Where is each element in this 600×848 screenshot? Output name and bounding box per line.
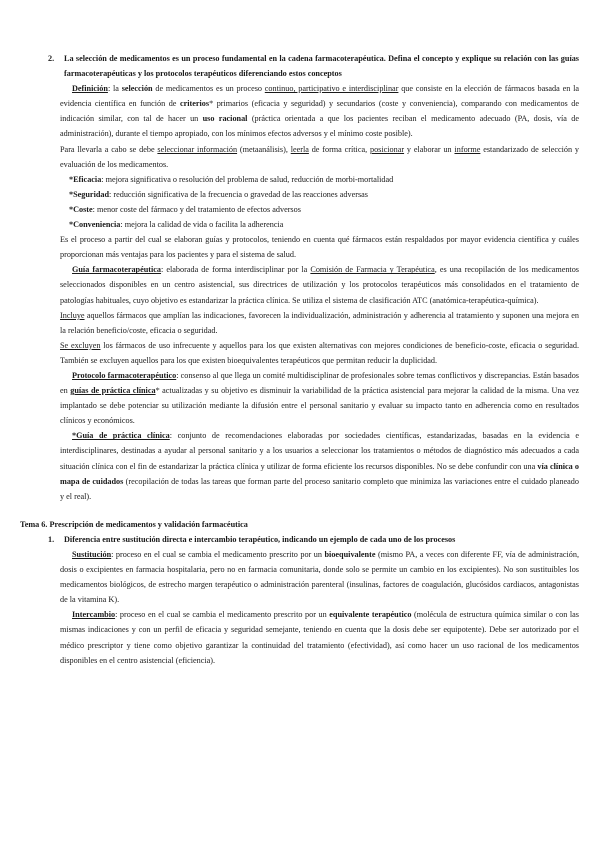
- question-1-heading: [48, 532, 579, 547]
- question-2-heading: [48, 51, 579, 81]
- excludes-paragraph: Se excluyen los fármacos de uso infrecuente y aquellos para los que existen alternativas con mejores condiciones de beneficio-coste, eficacia o seguridad. También se excluyen aquellos para los que existen bioequivalentes terapéuticos que permitan reducir la duplicidad.: [60, 340, 579, 365]
- procedure-paragraph: Para llevarla a cabo se debe seleccionar información (metaanálisis), leerla de forma crítica, posicionar y elaborar un informe estandarizado de selección y evaluación de los medicamentos.: [60, 144, 579, 169]
- document-content: [20, 51, 580, 668]
- process-paragraph: Es el proceso a partir del cual se elaboran guías y protocolos, teniendo en cuenta qué fármacos están respaldados por mayor evidencia científica y cuáles proporcionan más ventajas para los pacientes y para el sistema de salud.: [60, 235, 579, 260]
- criterion-item: *Conveniencia: mejora la calidad de vida o facilita la adherencia: [69, 220, 284, 230]
- definition-term: Definición: [72, 84, 108, 94]
- question-2-body: [48, 81, 579, 504]
- guide-term: Guía farmacoterapéutica: [72, 265, 162, 275]
- substitution-paragraph: Sustitución: proceso en el cual se cambia el medicamento prescrito por un bioequivalente (mismo PA, a veces con diferente FF, vía de administración, dosis o excipientes en farmacia hospitalaria, pero no en farmacia comunitaria, donde solo se permite un cambio en los excipientes). No son sustituibles los medicamentos biológicos, de estrecho margen terapéutico o administración parenteral (insulinas, factores de coagulación, glucósidos cardiacos, antagonistas de la vitamina K).: [60, 550, 579, 605]
- definition-paragraph: Definición: la selección de medicamentos es un proceso continuo, participativo e interdisciplinar que consiste en la elección de fármacos basada en la evidencia científica en función de criterios* primarios (eficacia y seguridad) y secundarios (coste y conveniencia), comparando con medicamentos de indicación similar, con tal de hacer un uso racional (práctica orientada a que los pacientes reciban el medicamento adecuado (PA, dosis, vía de administración), durante el tiempo apropiado, con los mínimos efectos adversos y el mínimo coste posible).: [60, 84, 580, 139]
- question-1-body: [48, 547, 579, 668]
- exchange-term: Intercambio: [72, 610, 116, 620]
- clinical-guide-paragraph: *Guía de práctica clínica: conjunto de recomendaciones elaboradas por sociedades científicas, estandarizadas, basadas en la evidencia e interdisciplinares, destinadas a ayudar al personal sanitario y a los usuarios a seleccionar los tratamientos o métodos de diagnóstico más adecuados a cada situación clínica con el fin de estandarizar la práctica clínica y utilizar de forma eficiente los recursos disponibles. No se debe confundir con una vía clínica o mapa de cuidados (recopilación de todas las tareas que forman parte del proceso sanitario completo que minimiza las variaciones entre el cuidado planeado y el real).: [60, 431, 580, 501]
- criterion-item: *Coste: menor coste del fármaco y del tratamiento de efectos adversos: [69, 204, 301, 214]
- protocol-paragraph: Protocolo farmacoterapéutico: consenso al que llega un comité multidisciplinar de profesionales sobre temas conflictivos y discrepancias. Están basados en guías de práctica clínica* actualizadas y su objetivo es disminuir la variabilidad de la práctica asistencial para mejorar la calidad de la misma. Una vez implantado se debe potenciar su utilización mediante la difusión entre el personal sanitario y evaluar su impacto tanto en adherencia como en resultados clínicos y económicos.: [60, 370, 580, 426]
- guide-paragraph: Guía farmacoterapéutica: elaborada de forma interdisciplinar por la Comisión de Farmacia y Terapéutica, es una recopilación de los medicamentos seleccionados disponibles en un centro asistencial, sus directrices de utilización y los protocolos terapéuticos más consolidados en el tratamiento de patologías habituales, cuyo objetivo es estandarizar la práctica clínica. Se utiliza el sistema de clasificación ATC (anatómica-terapéutica-química).: [60, 265, 579, 305]
- section-title: Tema 6. Prescripción de medicamentos y validación farmacéutica: [20, 519, 248, 529]
- includes-paragraph: Incluye aquellos fármacos que amplían las indicaciones, favorecen la individualización, administración y adherencia al tratamiento y suponen una mejora en la relación beneficio/coste, eficacia o seguridad.: [60, 310, 579, 335]
- question-number: 2.: [48, 54, 55, 63]
- exchange-paragraph: Intercambio: proceso en el cual se cambia el medicamento prescrito por un equivalente terapéutico (molécula de estructura química similar o con las mismas indicaciones y con un perfil de eficacia y seguridad semejante, teniendo en cuenta que la dosis debe ser equipotente). Debe ser autorizado por el médico prescriptor y tiene como objetivo garantizar la continuidad del tratamiento (efectividad), así como hacer un uso racional de los medicamentos disponibles en el centro asistencial (eficiencia).: [60, 610, 579, 665]
- substitution-term: Sustitución: [72, 550, 112, 559]
- criterion-item: *Seguridad: reducción significativa de la frecuencia o gravedad de las reacciones adversas: [69, 189, 368, 199]
- protocol-term: Protocolo farmacoterapéutico: [72, 370, 177, 380]
- clinical-guide-term: *Guía de práctica clínica: [72, 431, 170, 441]
- question-title: Diferencia entre sustitución directa e intercambio terapéutico, indicando un ejemplo de cada uno de los procesos: [64, 534, 456, 544]
- question-number: 1.: [48, 534, 55, 544]
- criterion-item: *Eficacia: mejora significativa o resolución del problema de salud, reducción de morbi-mortalidad: [69, 174, 394, 184]
- question-title: La selección de medicamentos es un proceso fundamental en la cadena farmacoterapéutica. Defina el concepto y explique su relación con las guías farmacoterapéuticas y los protocolos terapéuticos diferenciando estos conceptos: [64, 54, 579, 79]
